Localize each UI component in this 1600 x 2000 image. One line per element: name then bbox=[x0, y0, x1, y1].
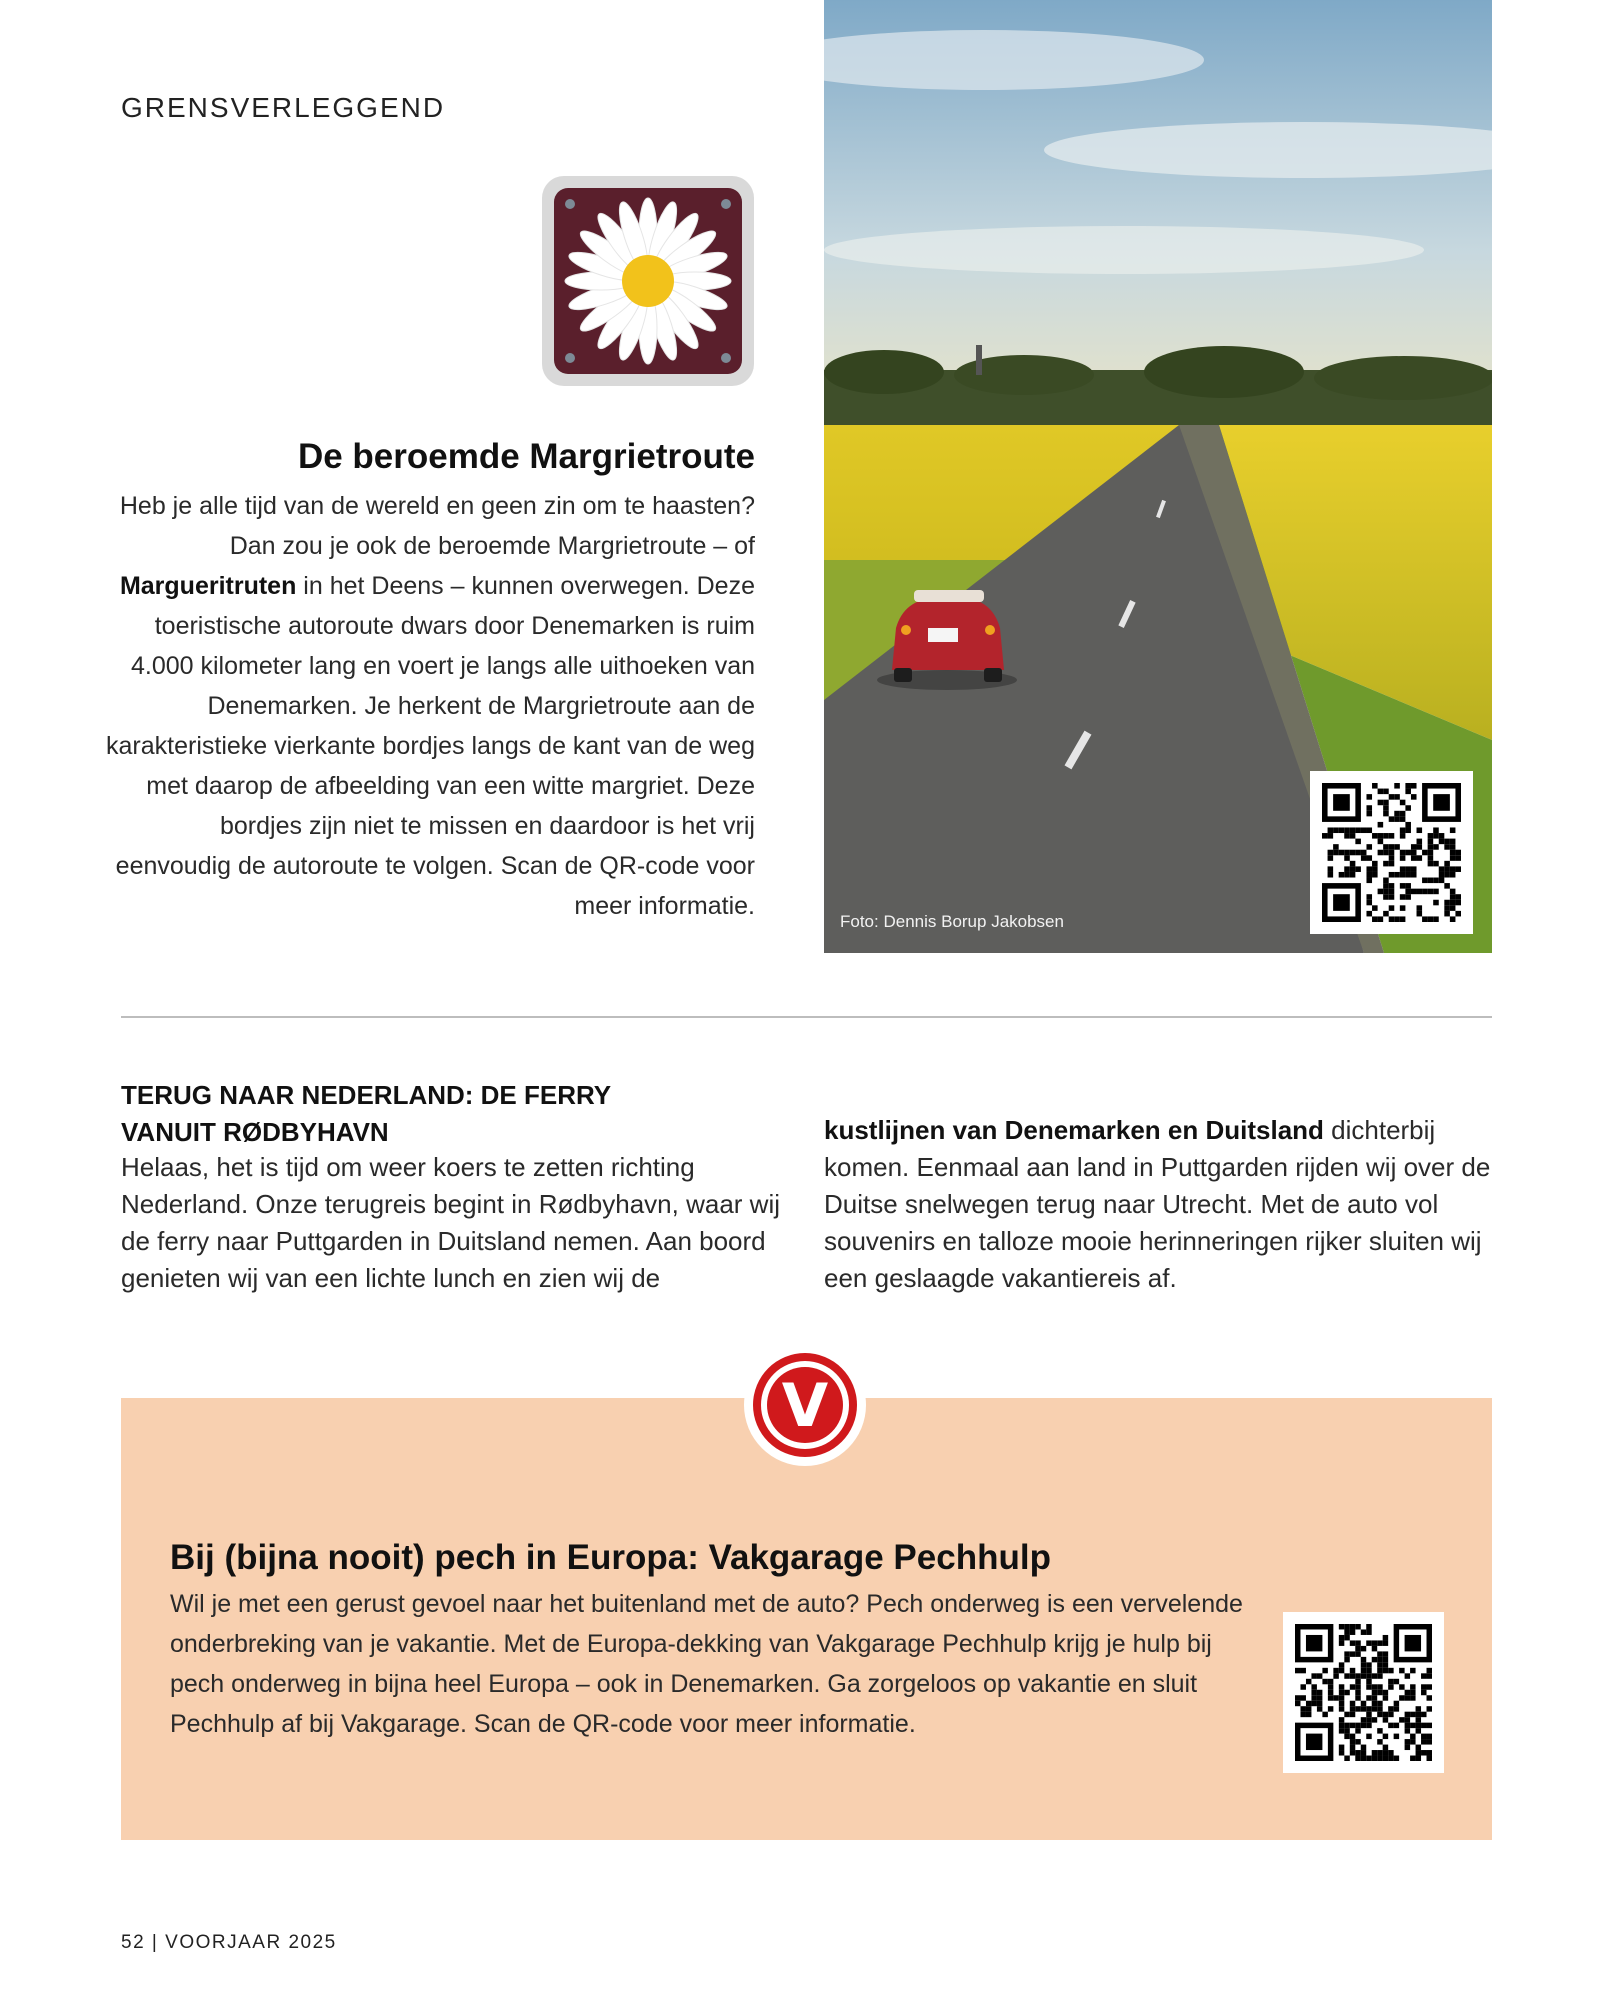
intro-bold-term: Margueritruten bbox=[119, 572, 297, 600]
margriet-sign-image bbox=[542, 176, 754, 386]
ferry-heading: TERUG NAAR NEDERLAND: DE FERRY VANUIT RØDBYHAVN bbox=[121, 1080, 612, 1147]
qr-code-margrietroute[interactable] bbox=[1310, 771, 1473, 934]
qr-code-icon bbox=[1322, 783, 1461, 922]
logo-letter: V bbox=[781, 1371, 829, 1441]
page-footer: 52 | VOORJAAR 2025 bbox=[121, 1932, 337, 1953]
qr-code-icon bbox=[1295, 1624, 1432, 1761]
issue-label: VOORJAAR 2025 bbox=[165, 1932, 337, 1953]
page-number: 52 bbox=[121, 1932, 146, 1953]
intro-body: Heb je alle tijd van de wereld en geen zin om te haasten? Dan zou je ook de beroemde Margrietroute – of Margueritruten in het Deens – kunnen overwegen. Deze toeristische autoroute dwars door Denemarken is ruim 4.000 kilometer lang en voert je langs alle uithoeken van Denemarken. Je herkent de Margrietroute aan de karakteristieke vierkante bordjes langs de kant van de weg met daarop de afbeelding van een witte margriet. Deze bordjes zijn niet te missen en daardoor is het vrij eenvoudig de autoroute te volgen. Scan de QR-code voor meer informatie. bbox=[106, 492, 755, 920]
vakgarage-logo bbox=[742, 1342, 868, 1468]
qr-code-pechhulp[interactable] bbox=[1283, 1612, 1444, 1773]
promo-title: Bij (bijna nooit) pech in Europa: Vakgarage Pechhulp bbox=[170, 1538, 1051, 1577]
ferry-text-column-1: Helaas, het is tijd om weer koers te zetten richting Nederland. Onze terugreis begint in Rødbyhavn, waar wij de ferry naar Puttgarden in Duitsland nemen. Aan boord genieten wij van een lichte lunch en zien wij de bbox=[121, 1152, 781, 1293]
divider bbox=[121, 1016, 1492, 1018]
section-label: GRENSVERLEGGEND bbox=[121, 92, 446, 123]
intro-title: De beroemde Margrietroute bbox=[297, 437, 755, 476]
photo-credit: Foto: Dennis Borup Jakobsen bbox=[840, 912, 1064, 931]
promo-body: Wil je met een gerust gevoel naar het buitenland met de auto? Pech onderweg is een vervelende onderbreking van je vakantie. Met de Europa-dekking van Vakgarage Pechhulp krijg je hulp bij pech onderweg in bijna heel Europa – ook in Denemarken. Ga zorgeloos op vakantie en sluit Pechhulp af bij Vakgarage. Scan de QR-code voor meer informatie. bbox=[170, 1590, 1243, 1738]
daisy-icon bbox=[542, 176, 754, 386]
ferry-text-column-2: kustlijnen van Denemarken en Duitsland dichterbij komen. Eenmaal aan land in Puttgarden rijden wij over de Duitse snelwegen terug naar Utrecht. Met de auto vol souvenirs en talloze mooie herinneringen rijker sluiten wij een geslaagde vakantiereis af. bbox=[824, 1115, 1491, 1293]
